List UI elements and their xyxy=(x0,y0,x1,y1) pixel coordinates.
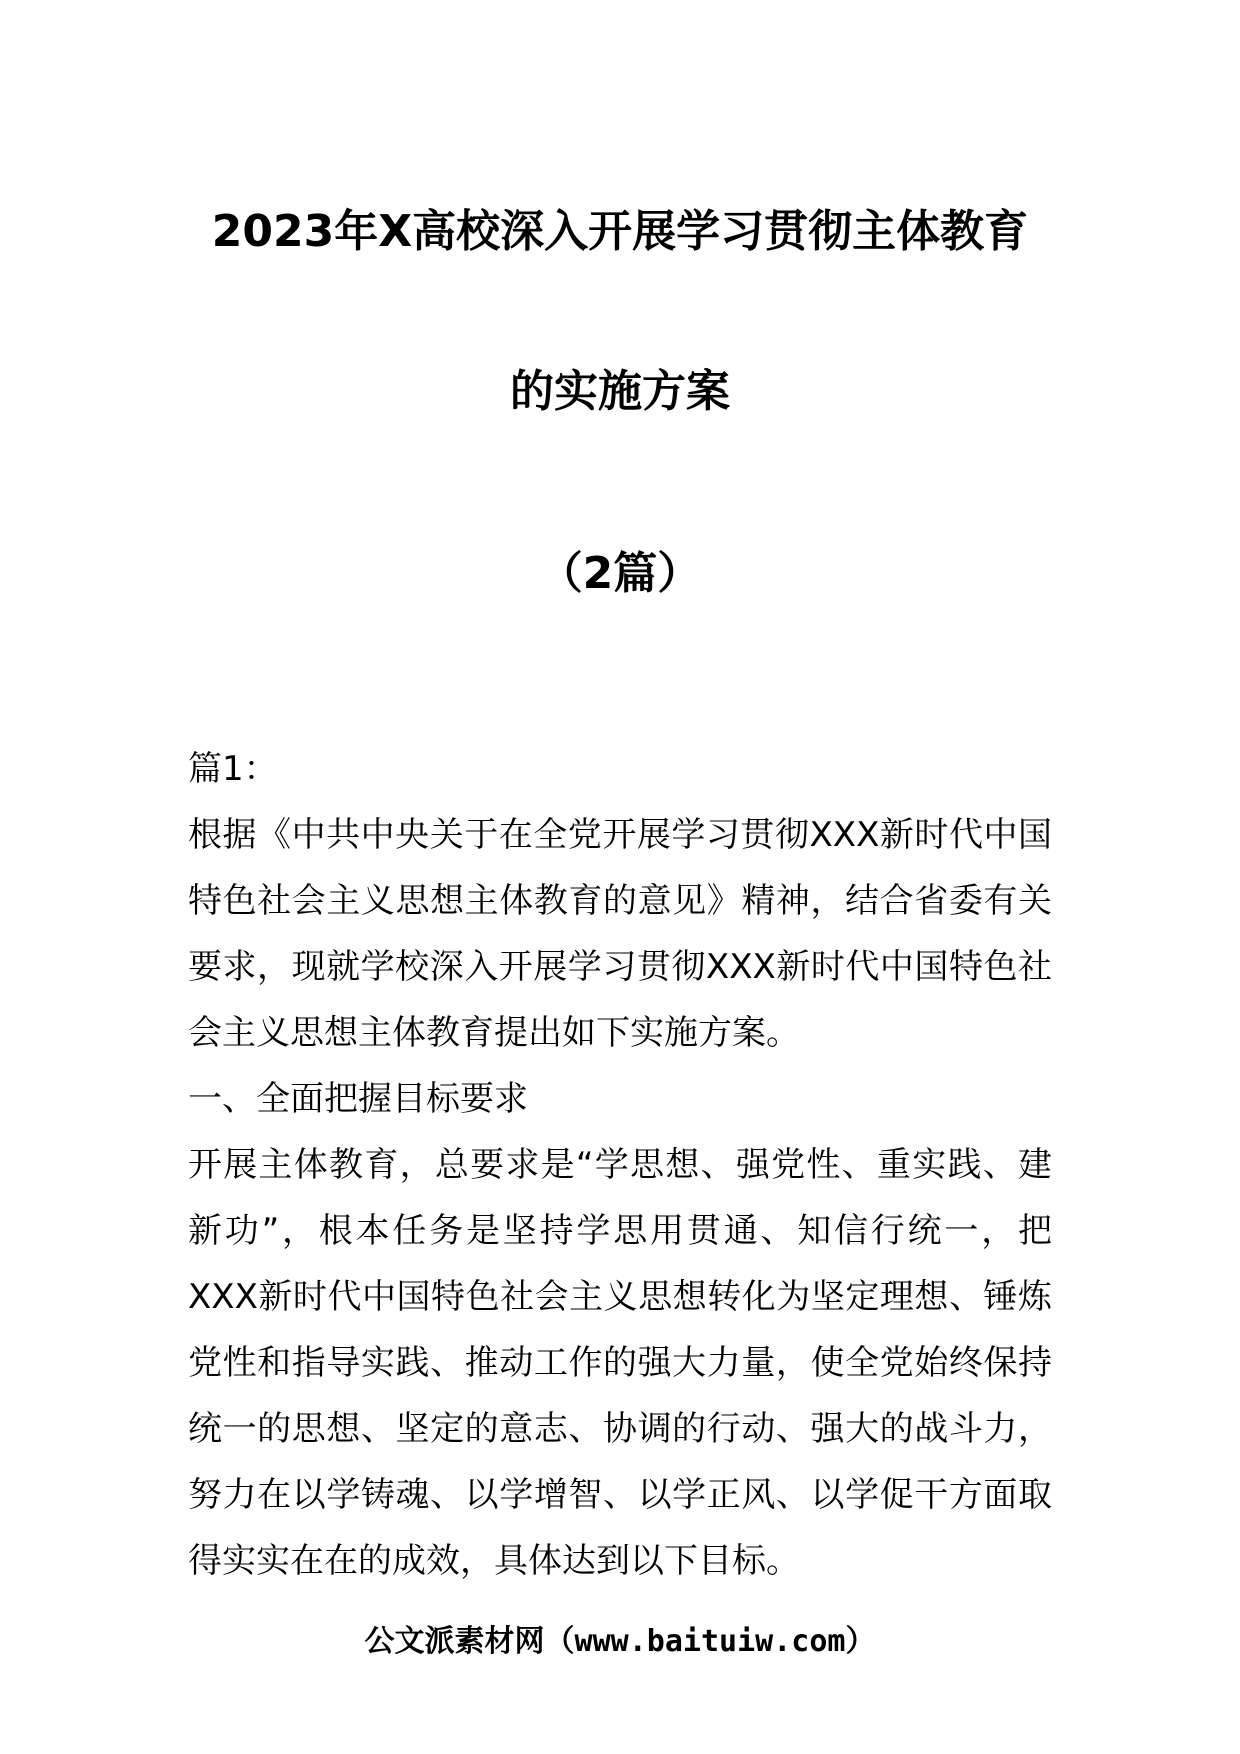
section-label: 篇1： xyxy=(188,749,278,789)
document-title-count: （2篇） xyxy=(538,548,702,599)
footer-watermark: 公文派素材网（www.baituiw.com） xyxy=(364,1624,876,1659)
body-paragraph: 开展主体教育，总要求是“学思想、强党性、重实践、建新功”，根本任务是坚持学思用贯通、知信行统一，把XXX新时代中国特色社会主义思想转化为坚定理想、锤炼党性和指导实践、推动工作的强大力量，使全党始终保持统一的思想、坚定的意志、协调的行动、强大的战斗力，努力在以学铸魂、以学增智、以学正风、以学促干方面取得实实在在的成效，具体达到以下目标。 xyxy=(188,1145,1052,1581)
intro-paragraph: 根据《中共中央关于在全党开展学习贯彻XXX新时代中国特色社会主义思想主体教育的意见》精神，结合省委有关要求，现就学校深入开展学习贯彻XXX新时代中国特色社会主义思想主体教育提出如下实施方案。 xyxy=(188,815,1052,1053)
section-heading: 一、全面把握目标要求 xyxy=(188,1079,528,1119)
document-title-line-1: 2023年X高校深入开展学习贯彻主体教育 xyxy=(211,206,1029,257)
document-body xyxy=(188,736,1052,1594)
document-title-line-2: 的实施方案 xyxy=(510,366,730,417)
